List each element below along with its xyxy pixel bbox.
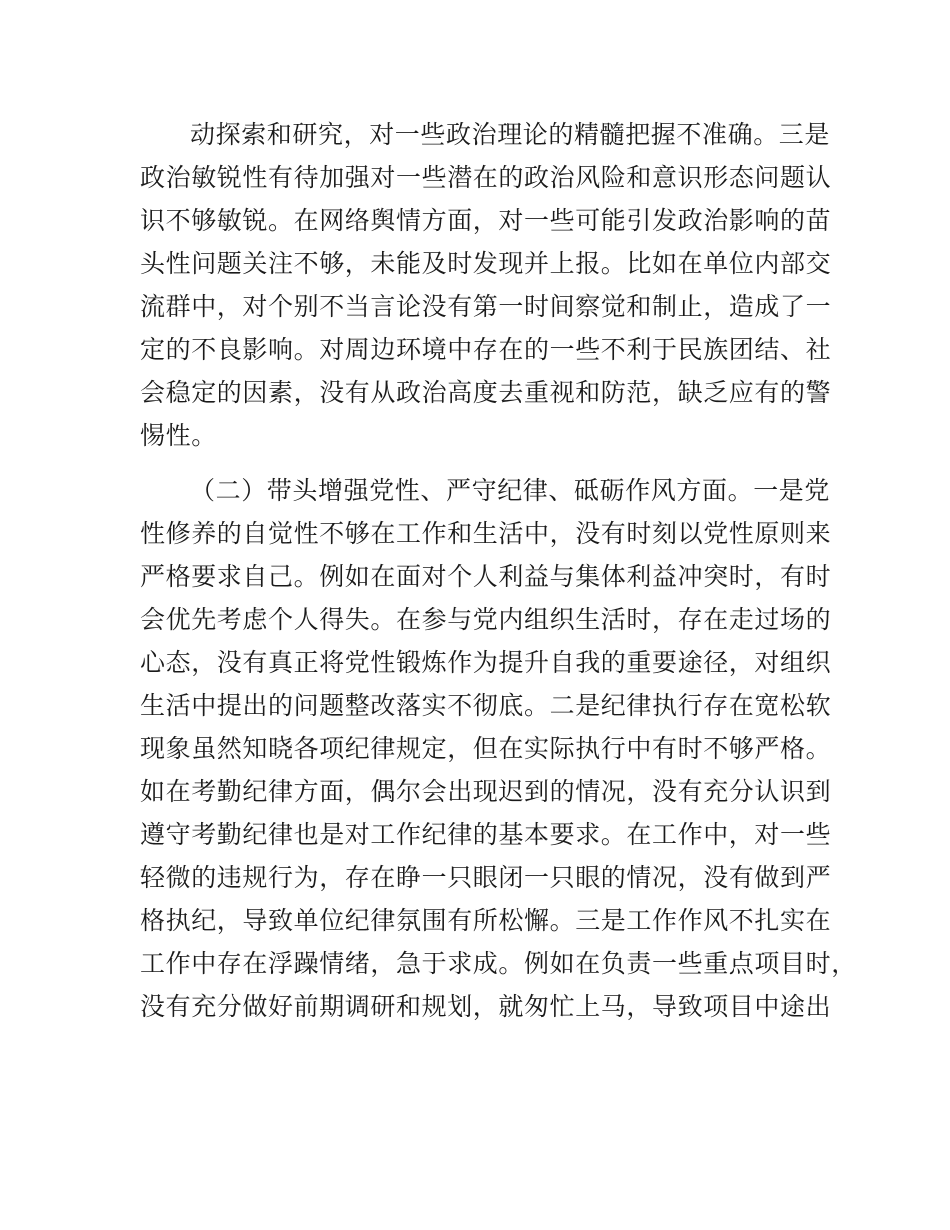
text-line: 会优先考虑个人得失。在参与党内组织生活时，存在走过场的	[140, 605, 832, 634]
section-heading-line: （二）带头增强党性、严守纪律、砥砺作风方面。一是党	[190, 476, 831, 505]
text-line: 动探索和研究，对一些政治理论的精髓把握不准确。三是	[190, 120, 831, 149]
text-line: 工作中存在浮躁情绪，急于求成。例如在负责一些重点项目时，	[140, 949, 857, 978]
text-line: 政治敏锐性有待加强对一些潜在的政治风险和意识形态问题认	[140, 163, 832, 192]
text-line: 遵守考勤纪律也是对工作纪律的基本要求。在工作中，对一些	[140, 820, 832, 849]
text-line: 没有充分做好前期调研和规划，就匆忙上马，导致项目中途出	[140, 992, 832, 1021]
text-line: 头性问题关注不够，未能及时发现并上报。比如在单位内部交	[140, 249, 832, 278]
text-line: 现象虽然知晓各项纪律规定，但在实际执行中有时不够严格。	[140, 734, 832, 763]
text-line: 格执纪，导致单位纪律氛围有所松懈。三是工作作风不扎实在	[140, 906, 832, 935]
text-line: 定的不良影响。对周边环境中存在的一些不利于民族团结、社	[140, 335, 832, 364]
text-line: 识不够敏锐。在网络舆情方面，对一些可能引发政治影响的苗	[140, 206, 832, 235]
text-line: 性修养的自觉性不够在工作和生活中，没有时刻以党性原则来	[140, 519, 832, 548]
text-line: 轻微的违规行为，存在睁一只眼闭一只眼的情况，没有做到严	[140, 863, 832, 892]
text-line: 如在考勤纪律方面，偶尔会出现迟到的情况，没有充分认识到	[140, 777, 832, 806]
text-line: 惕性。	[140, 421, 217, 450]
text-line: 心态，没有真正将党性锻炼作为提升自我的重要途径，对组织	[140, 648, 832, 677]
text-line: 会稳定的因素，没有从政治高度去重视和防范，缺乏应有的警	[140, 378, 832, 407]
text-line: 流群中，对个别不当言论没有第一时间察觉和制止，造成了一	[140, 292, 832, 321]
text-line: 严格要求自己。例如在面对个人利益与集体利益冲突时，有时	[140, 562, 832, 591]
text-line: 生活中提出的问题整改落实不彻底。二是纪律执行存在宽松软	[140, 691, 832, 720]
